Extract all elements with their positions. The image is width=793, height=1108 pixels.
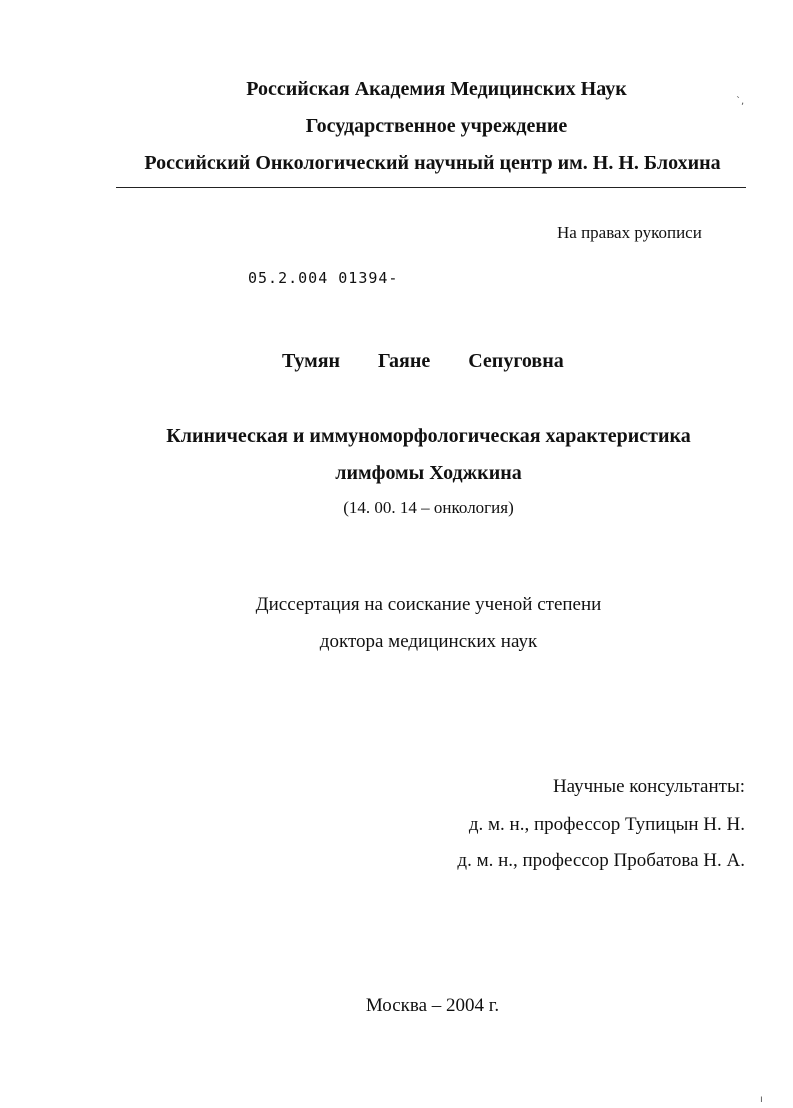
author-patronymic: Сепуговна [468,350,564,372]
scan-mark-bottom: ı [760,1094,763,1105]
author-name [282,350,564,373]
scan-mark-top: `, [736,96,745,107]
academy-name: Российская Академия Медицинских Наук [246,78,627,100]
rights-note: На правах рукописи [557,223,702,242]
specialty-code: (14. 00. 14 – онкология) [343,498,514,517]
author-surname: Тумян [282,350,341,372]
degree-line-1: Диссертация на соискание ученой степени [255,594,602,615]
center-name: Российский Онкологический научный центр им. Н. Н. Блохина [144,152,721,174]
consultants-heading: Научные консультанты: [552,776,745,797]
city-year: Москва – 2004 г. [365,995,500,1016]
header-divider [116,187,746,188]
degree-line-2: доктора медицинских наук [319,631,538,652]
registration-number-stamp: 05.2.004 01394- [248,269,399,287]
thesis-title-line-2: лимфомы Ходжкина [335,462,522,484]
author-first-name: Гаяне [378,350,431,372]
thesis-title-line-1: Клиническая и иммуноморфологическая характеристика [166,425,691,447]
consultant-1: д. м. н., профессор Тупицын Н. Н. [468,814,745,835]
institution-type: Государственное учреждение [305,115,568,137]
consultant-2: д. м. н., профессор Пробатова Н. А. [457,850,745,871]
